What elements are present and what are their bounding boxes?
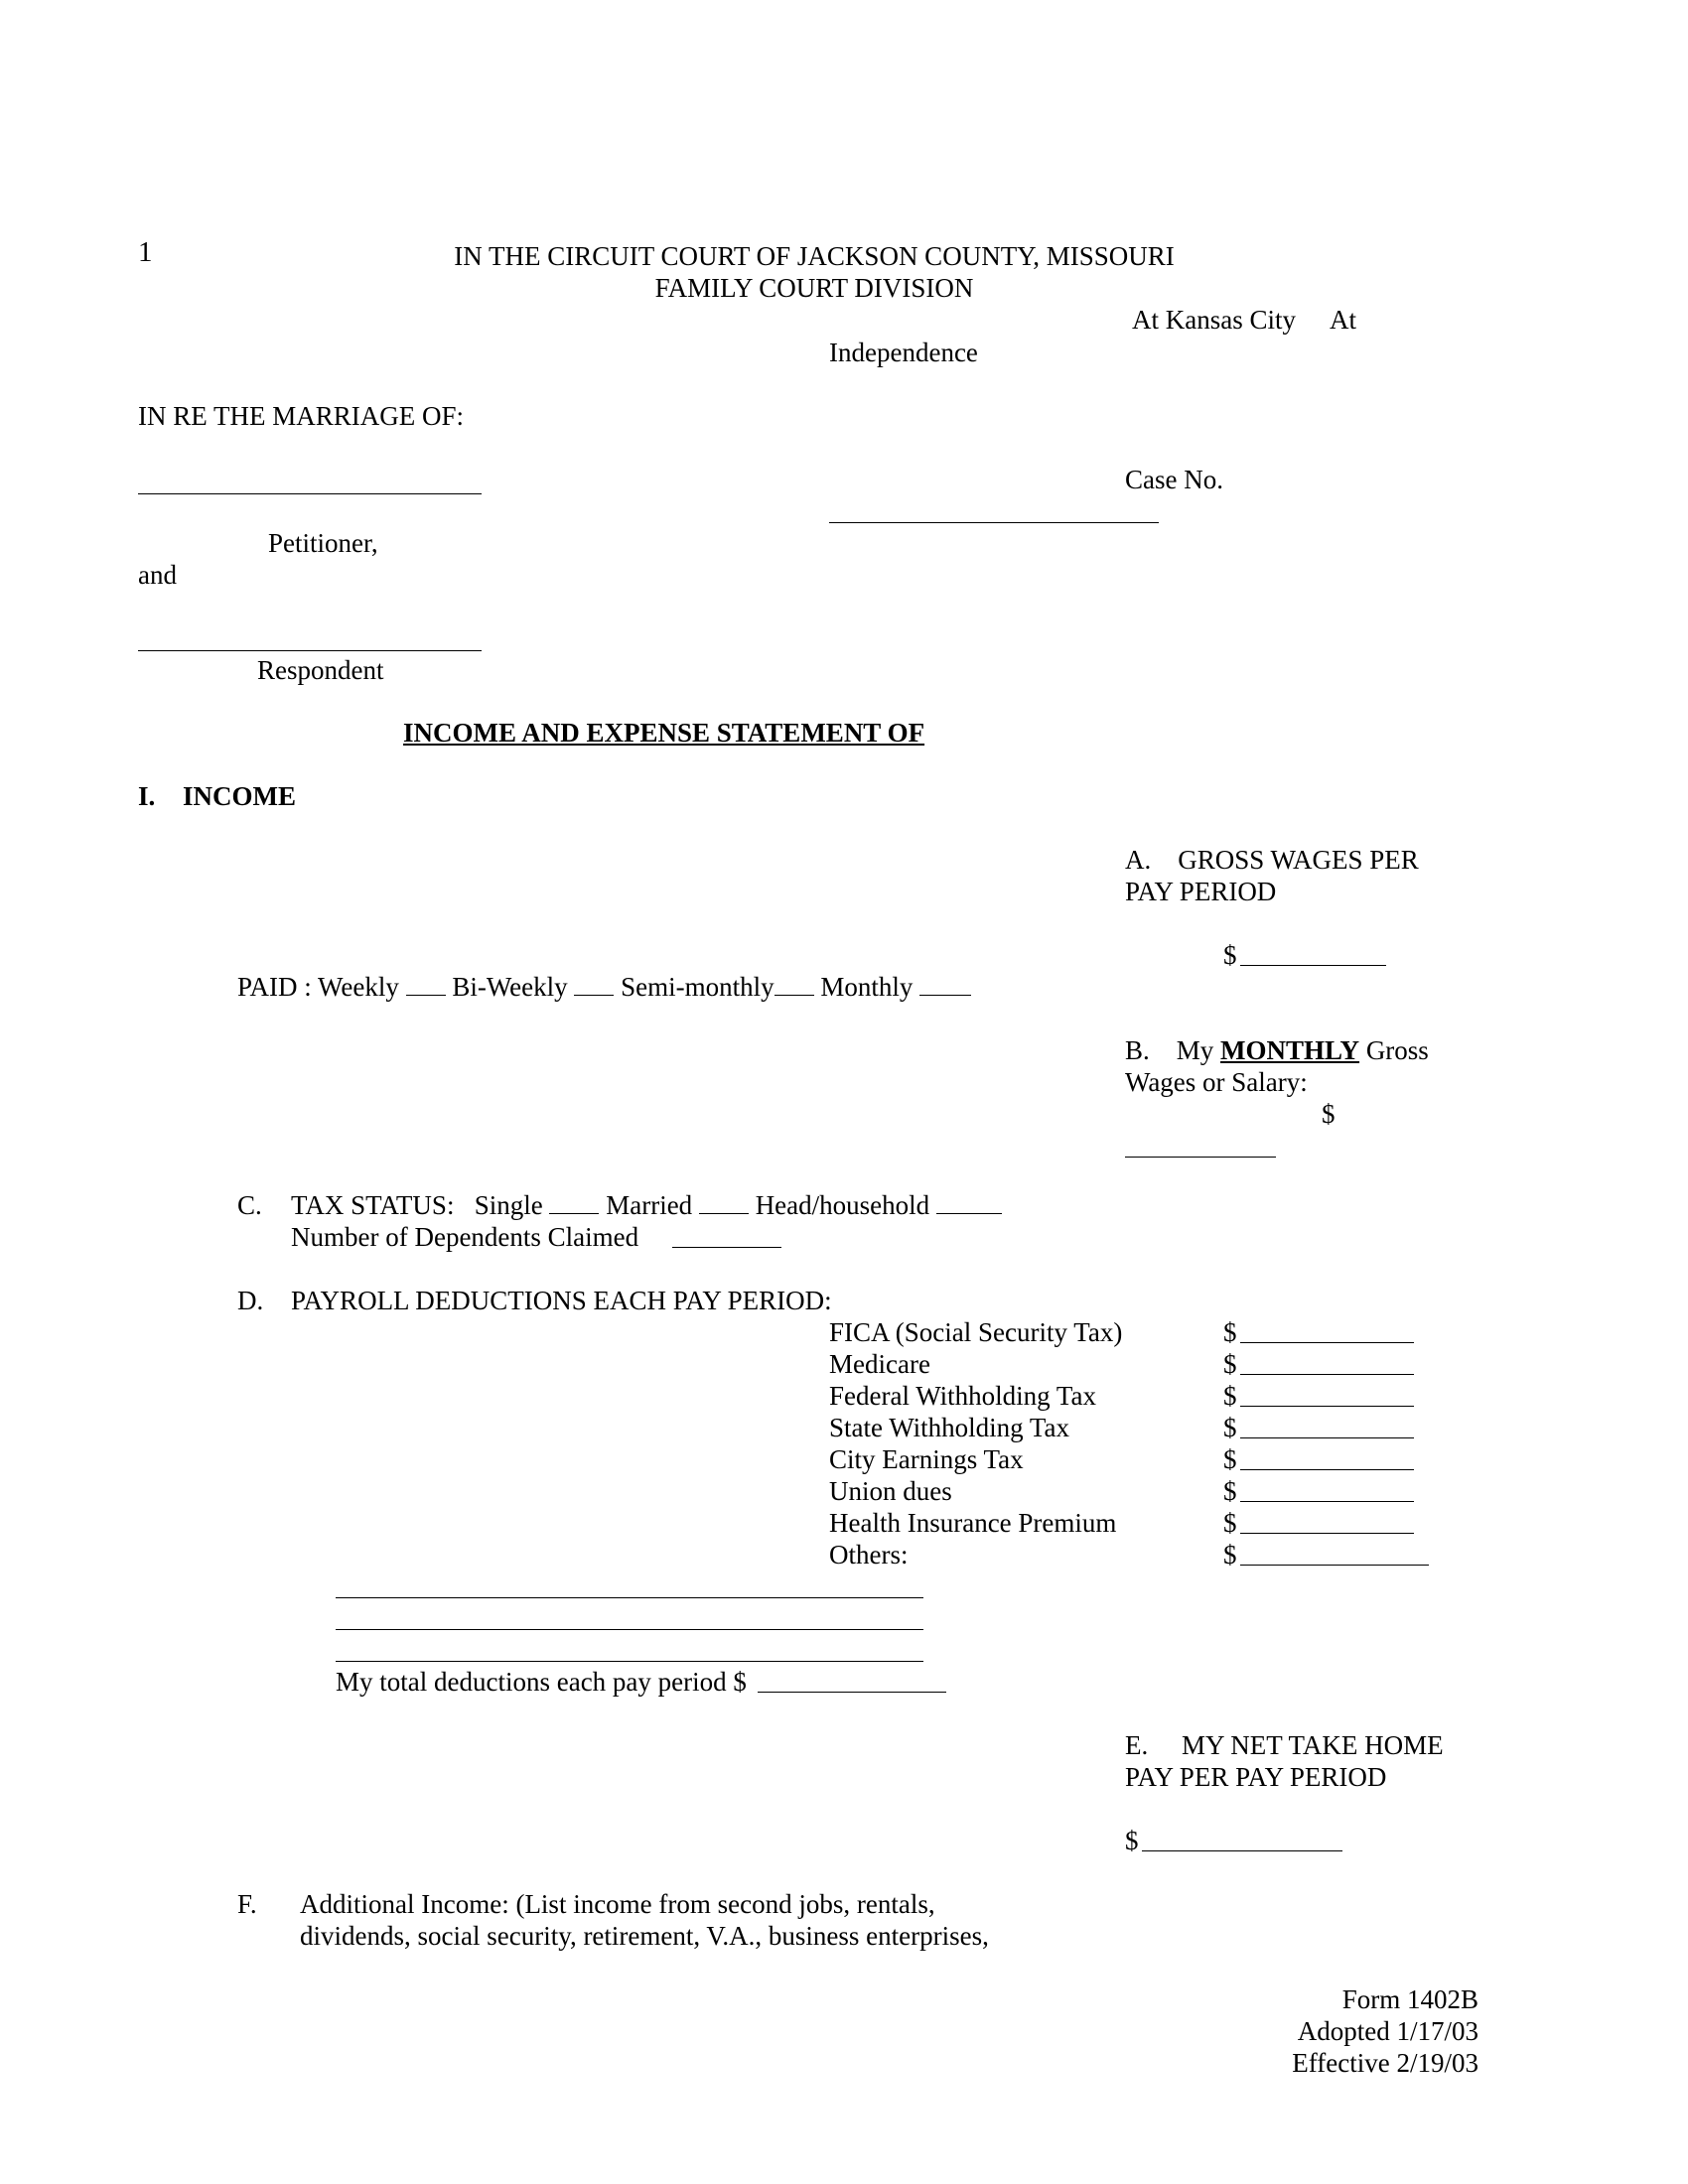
additional-income-line2: dividends, social security, retirement, V.A., business enterprises, [300, 1921, 989, 1951]
tax-status-label: TAX STATUS: [291, 1190, 455, 1220]
monthly-gross-field[interactable] [1125, 1157, 1276, 1158]
total-deductions-label: My total deductions each pay period $ [336, 1667, 747, 1697]
deduction-dollar: $ [1223, 1413, 1237, 1442]
tax-status-row [291, 1189, 1002, 1221]
gross-wages-field[interactable] [1240, 965, 1386, 966]
gross-wages-label: A. GROSS WAGES PER [1125, 845, 1419, 875]
other-deduction-line-2[interactable] [336, 1629, 923, 1630]
paid-label: PAID : [237, 972, 312, 1002]
respondent-name-field[interactable] [138, 650, 482, 651]
deduction-label: FICA (Social Security Tax) [829, 1317, 1123, 1347]
paid-weekly-field[interactable] [406, 973, 446, 996]
paid-frequency-row [237, 971, 971, 1003]
deduction-amount-field[interactable] [1240, 1565, 1429, 1566]
tax-head-household-label: Head/household [755, 1190, 930, 1220]
petitioner-name-field[interactable] [138, 493, 482, 494]
total-deductions-field[interactable] [758, 1692, 946, 1693]
other-deduction-line-1[interactable] [336, 1597, 923, 1598]
location-kansas-city: At Kansas City [1132, 305, 1296, 335]
monthly-gross-letter: B. My [1125, 1035, 1214, 1065]
paid-semimonthly-field[interactable] [774, 973, 814, 996]
case-number-field[interactable] [829, 522, 1159, 523]
net-pay-field[interactable] [1142, 1850, 1342, 1851]
deduction-amount-field[interactable] [1240, 1342, 1414, 1343]
tax-status-letter: C. [237, 1190, 262, 1220]
paid-semimonthly-label: Semi-monthly [621, 972, 774, 1002]
case-no-label: Case No. [1125, 465, 1223, 494]
deduction-label: City Earnings Tax [829, 1444, 1024, 1474]
section-heading-income: INCOME [183, 781, 296, 811]
deduction-dollar: $ [1223, 1476, 1237, 1506]
tax-married-label: Married [606, 1190, 693, 1220]
form-effective-date: Effective 2/19/03 [1292, 2048, 1478, 2078]
net-pay-dollar: $ [1125, 1826, 1139, 1855]
petitioner-label: Petitioner, [268, 528, 378, 558]
paid-monthly-label: Monthly [820, 972, 914, 1002]
monthly-emphasis: MONTHLY [1220, 1035, 1360, 1065]
deduction-amount-field[interactable] [1240, 1406, 1414, 1407]
location-at: At [1330, 305, 1356, 335]
net-pay-label: E. MY NET TAKE HOME [1125, 1730, 1444, 1760]
form-number: Form 1402B [1341, 1984, 1478, 2014]
deduction-amount-field[interactable] [1240, 1469, 1414, 1470]
deduction-label: Union dues [829, 1476, 952, 1506]
deduction-amount-field[interactable] [1240, 1533, 1414, 1534]
page-number: 1 [138, 236, 153, 268]
deduction-dollar: $ [1223, 1540, 1237, 1570]
payroll-letter: D. [237, 1286, 264, 1315]
monthly-gross-after: Gross [1365, 1035, 1429, 1065]
deduction-dollar: $ [1223, 1381, 1237, 1411]
court-title: IN THE CIRCUIT COURT OF JACKSON COUNTY, MISSOURI [454, 241, 1175, 271]
net-pay-label-line2: PAY PER PAY PERIOD [1125, 1762, 1387, 1792]
deduction-label: Others: [829, 1540, 909, 1570]
monthly-gross-label [1125, 1034, 1429, 1066]
deduction-amount-field[interactable] [1240, 1501, 1414, 1502]
payroll-heading: PAYROLL DEDUCTIONS EACH PAY PERIOD: [291, 1286, 832, 1315]
other-deduction-line-3[interactable] [336, 1661, 923, 1662]
deduction-amount-field[interactable] [1240, 1374, 1414, 1375]
tax-single-field[interactable] [549, 1191, 599, 1214]
paid-monthly-field[interactable] [919, 973, 971, 996]
deduction-dollar: $ [1223, 1444, 1237, 1474]
in-re-marriage-label: IN RE THE MARRIAGE OF: [138, 401, 465, 431]
form-adopted-date: Adopted 1/17/03 [1297, 2016, 1478, 2046]
and-label: and [138, 560, 177, 590]
deduction-label: State Withholding Tax [829, 1413, 1070, 1442]
additional-income-line1: Additional Income: (List income from second jobs, rentals, [300, 1889, 935, 1919]
deduction-dollar: $ [1223, 1317, 1237, 1347]
deduction-dollar: $ [1223, 1349, 1237, 1379]
deduction-amount-field[interactable] [1240, 1437, 1414, 1438]
paid-biweekly-label: Bi-Weekly [452, 972, 568, 1002]
tax-head-household-field[interactable] [936, 1191, 1002, 1214]
statement-title [403, 717, 1200, 749]
gross-wages-dollar: $ [1223, 940, 1237, 970]
division-title: FAMILY COURT DIVISION [654, 273, 974, 303]
gross-wages-label-line2: PAY PERIOD [1125, 877, 1277, 906]
tax-married-field[interactable] [699, 1191, 749, 1214]
deduction-dollar: $ [1223, 1508, 1237, 1538]
monthly-gross-label-line2: Wages or Salary: [1125, 1067, 1308, 1097]
location-independence: Independence [829, 338, 978, 367]
statement-title-text: INCOME AND EXPENSE STATEMENT OF [403, 718, 925, 748]
additional-income-letter: F. [237, 1889, 257, 1919]
deduction-label: Health Insurance Premium [829, 1508, 1117, 1538]
dependents-field[interactable] [672, 1247, 781, 1248]
paid-weekly-label: Weekly [318, 972, 399, 1002]
tax-single-label: Single [474, 1190, 543, 1220]
deduction-label: Medicare [829, 1349, 930, 1379]
dependents-label: Number of Dependents Claimed [291, 1222, 639, 1252]
paid-biweekly-field[interactable] [574, 973, 614, 996]
respondent-label: Respondent [257, 655, 384, 685]
deduction-label: Federal Withholding Tax [829, 1381, 1096, 1411]
monthly-gross-dollar: $ [1322, 1099, 1336, 1129]
section-numeral: I. [138, 781, 156, 811]
